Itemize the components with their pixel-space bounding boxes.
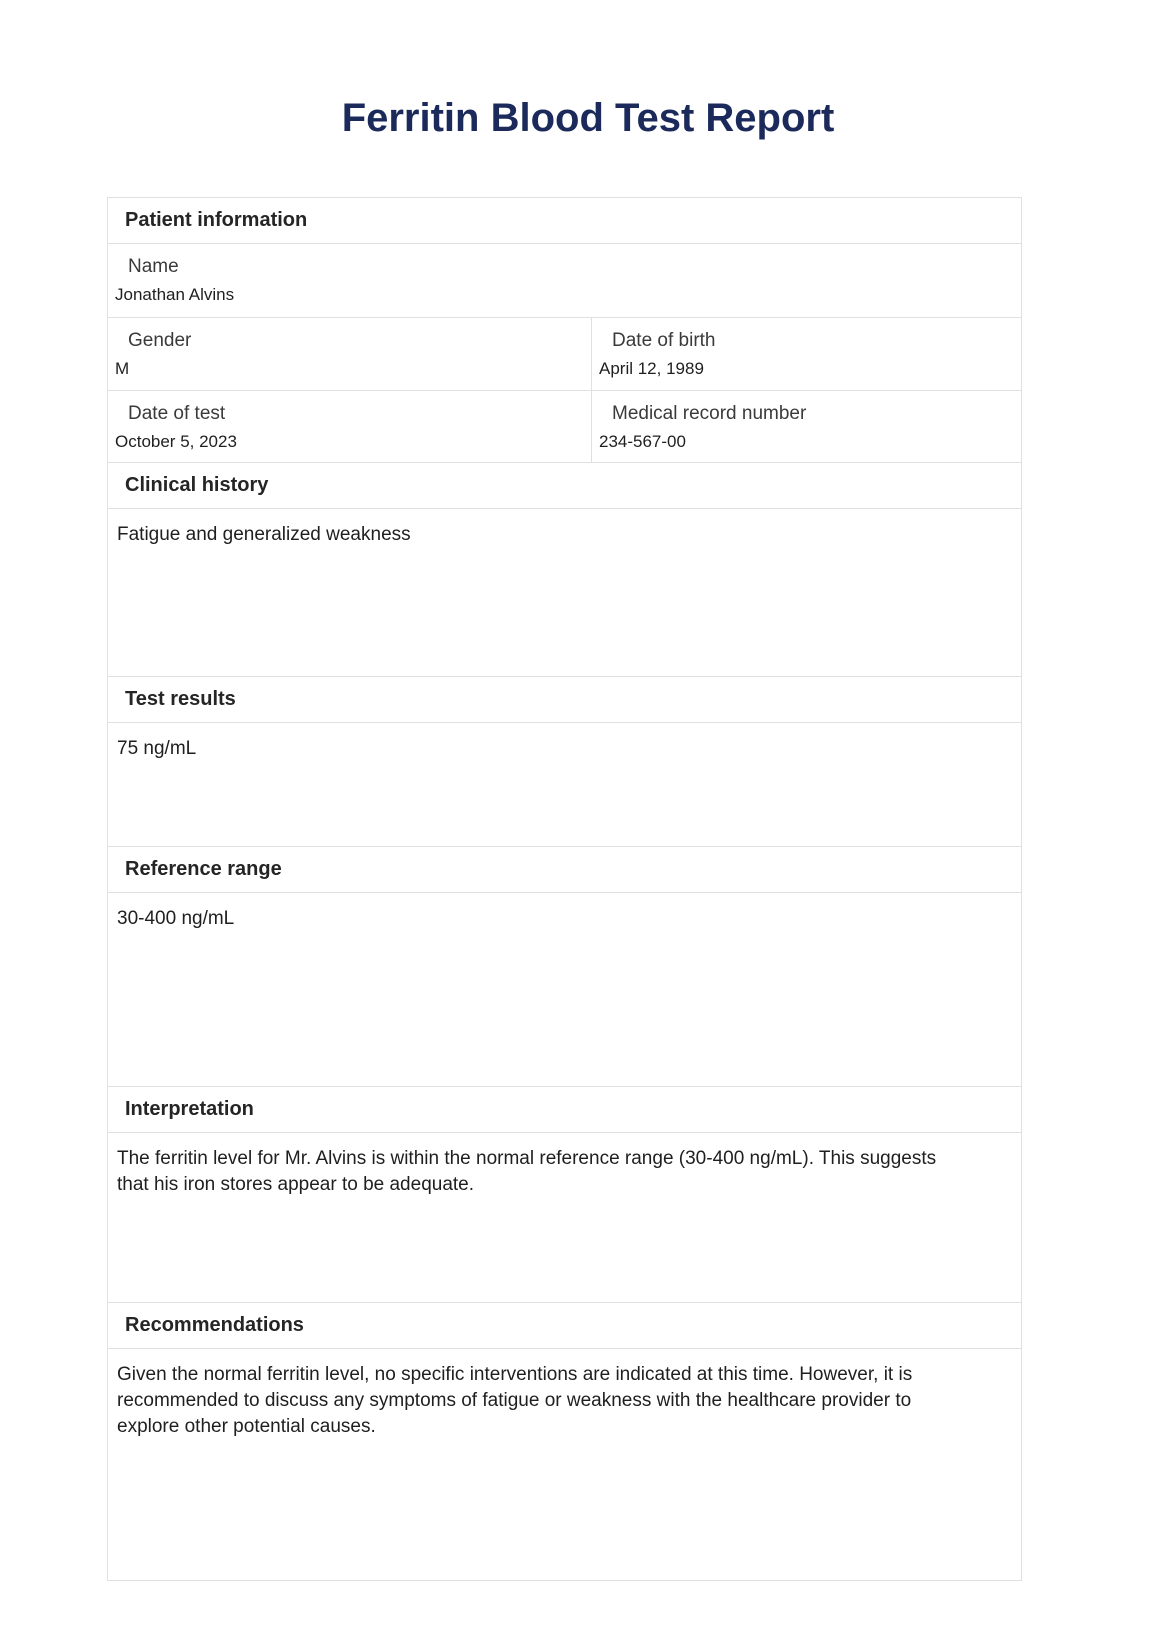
field-value-name: Jonathan Alvins (115, 285, 235, 304)
field-row-testdate-mrn (108, 391, 1021, 463)
field-value-date-of-test: October 5, 2023 (115, 432, 237, 451)
field-value-medical-record-number: 234-567-00 (599, 432, 686, 451)
section-header-patient-information: Patient information (108, 198, 1021, 244)
section-content-clinical-history: Fatigue and generalized weakness (108, 509, 1021, 677)
section-content-test-results: 75 ng/mL (108, 723, 1021, 847)
section-header-interpretation: Interpretation (108, 1087, 1021, 1133)
report-table (107, 197, 1022, 1581)
section-header-clinical-history: Clinical history (108, 463, 1021, 509)
section-content-interpretation: The ferritin level for Mr. Alvins is within the normal reference range (30-400 ng/mL). This suggests that his iron stores appear to be adequate. (108, 1133, 1021, 1303)
field-label-gender: Gender (128, 330, 192, 351)
field-row-name (108, 244, 1021, 318)
field-value-date-of-birth: April 12, 1989 (599, 359, 704, 378)
field-label-medical-record-number: Medical record number (612, 403, 807, 424)
section-header-reference-range: Reference range (108, 847, 1021, 893)
field-cell-medical-record-number (591, 391, 1021, 462)
section-header-recommendations: Recommendations (108, 1303, 1021, 1349)
field-row-gender-dob (108, 318, 1021, 391)
section-content-reference-range: 30-400 ng/mL (108, 893, 1021, 1087)
section-content-recommendations: Given the normal ferritin level, no specific interventions are indicated at this time. However, it is recommended to discuss any symptoms of fatigue or weakness with the healthcare provider to explore other potential causes. (117, 1364, 913, 1438)
field-cell-date-of-test (108, 391, 591, 462)
field-label-date-of-test: Date of test (128, 403, 226, 424)
field-cell-date-of-birth (591, 318, 1021, 390)
field-label-name: Name (128, 256, 179, 277)
field-label-date-of-birth: Date of birth (612, 330, 716, 351)
field-value-gender: M (115, 359, 130, 378)
field-cell-gender (108, 318, 591, 390)
section-header-test-results: Test results (108, 677, 1021, 723)
page-title: Ferritin Blood Test Report (341, 96, 835, 140)
field-cell-name (108, 244, 1021, 313)
